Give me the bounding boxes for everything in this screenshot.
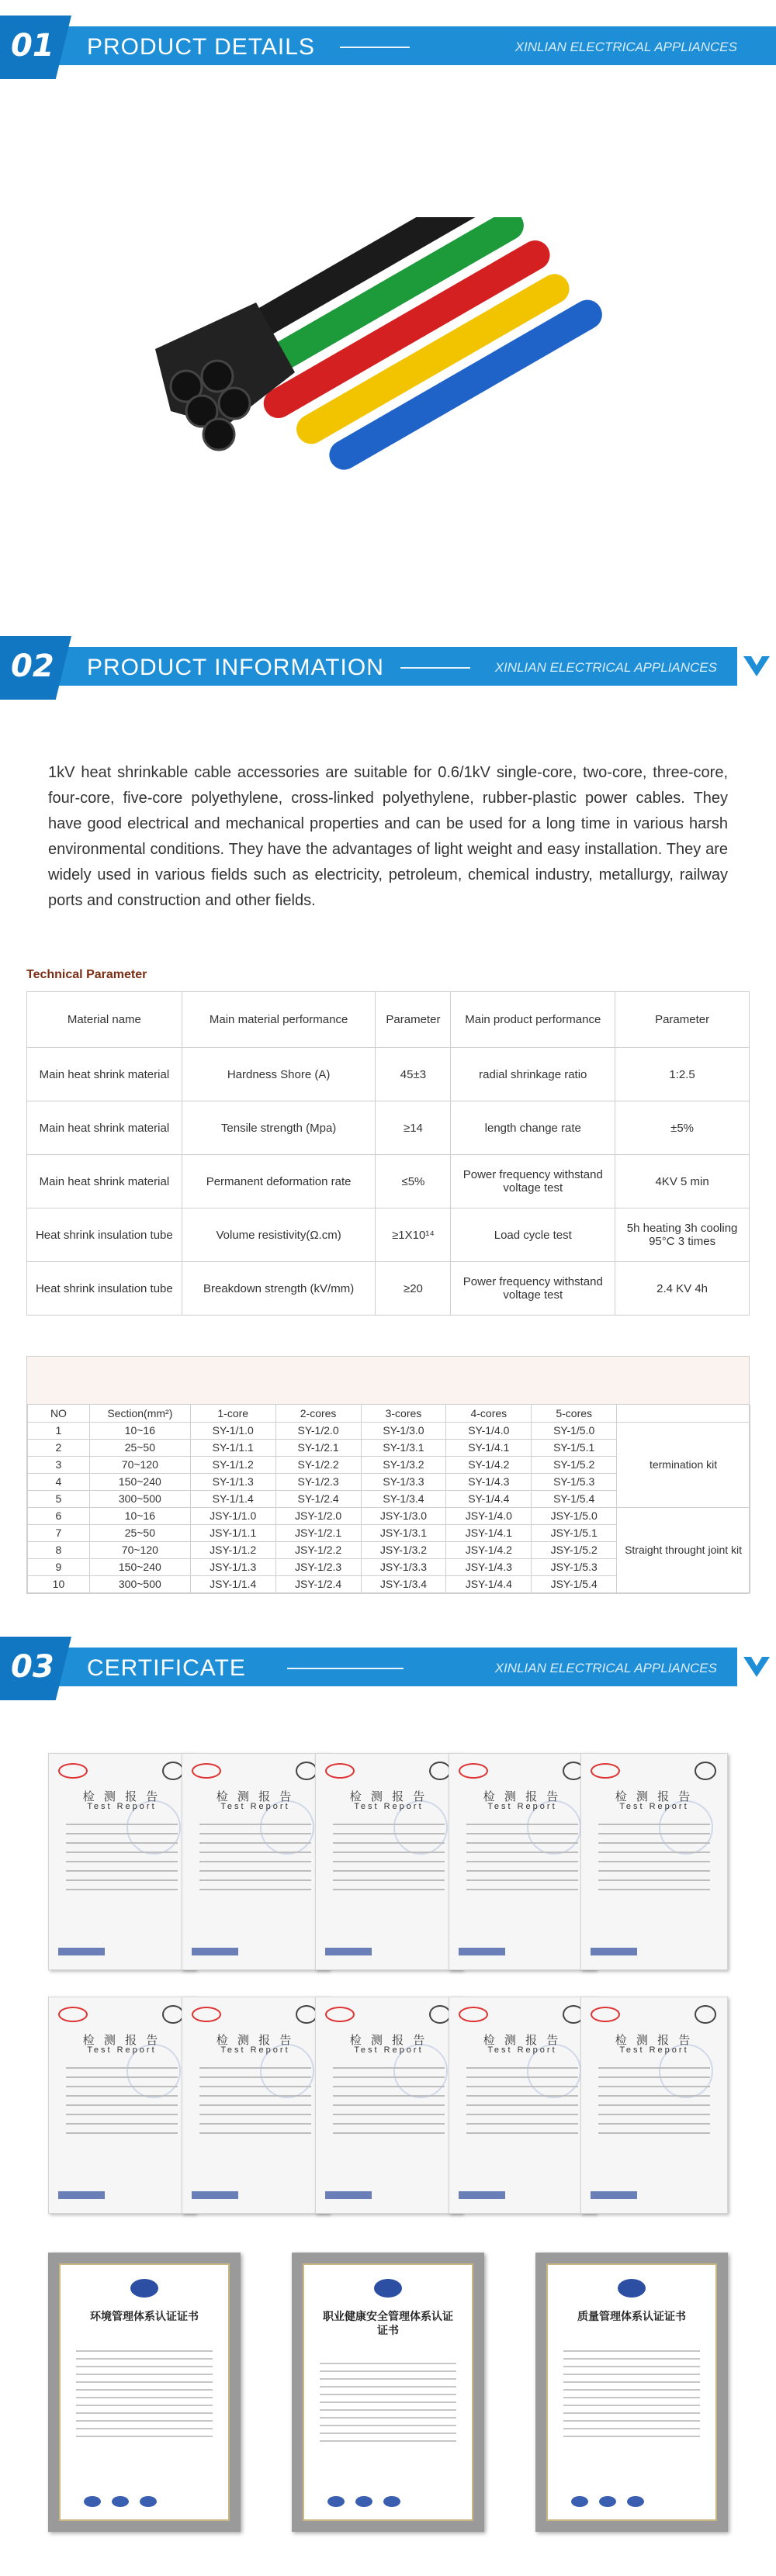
table-cell: 150~240 xyxy=(89,1558,190,1575)
table-cell: SY-1/2.3 xyxy=(275,1473,361,1490)
table-cell: 5 xyxy=(28,1490,90,1507)
table-cell: SY-1/4.3 xyxy=(446,1473,532,1490)
model-table-banner xyxy=(27,1357,749,1405)
table-header-cell xyxy=(617,1405,750,1422)
section-title: CERTIFICATE xyxy=(87,1655,246,1681)
table-row xyxy=(27,1262,750,1316)
table-cell: SY-1/2.1 xyxy=(275,1439,361,1456)
section-number: 01 xyxy=(11,28,54,64)
table-cell: JSY-1/1.1 xyxy=(190,1524,275,1541)
certificate xyxy=(48,2253,241,2532)
table-cell: Main heat shrink material xyxy=(27,1155,182,1208)
table-cell: SY-1/2.2 xyxy=(275,1456,361,1473)
product-image xyxy=(140,217,652,520)
section-subtitle: XINLIAN ELECTRICAL APPLIANCES xyxy=(514,40,737,54)
table-cell: 6 xyxy=(28,1507,90,1524)
report-title: 检 测 报 告 xyxy=(615,1790,694,1803)
report-subtitle: Test Report xyxy=(487,1802,557,1811)
table-cell: 9 xyxy=(28,1558,90,1575)
test-report xyxy=(48,1753,196,1970)
table-cell: SY-1/5.0 xyxy=(532,1422,617,1439)
table-cell: SY-1/4.0 xyxy=(446,1422,532,1439)
test-report xyxy=(48,1997,196,2214)
table-row xyxy=(27,1101,750,1155)
product-description: 1kV heat shrinkable cable accessories are suitable for 0.6/1kV single-core, two-core, three-core, four-core, five-core polyethylene, cross-linked polyethylene, rubber-plastic power cables. They have good electrical and mechanical properties and can be used for a long time in various harsh environmental conditions. They have the advantages of light weight and easy installation. They are widely used in various fields such as electricity, petroleum, chemical industry, metallurgy, railway ports and construction and other fields. xyxy=(48,764,728,909)
certificate-title: 职业健康安全管理体系认证证书 xyxy=(323,2311,453,2337)
table-cell: 2 xyxy=(28,1439,90,1456)
report-subtitle: Test Report xyxy=(87,1802,157,1811)
technical-parameter-title: Technical Parameter xyxy=(26,968,147,981)
report-subtitle: Test Report xyxy=(220,2045,290,2055)
table-cell: ≤5% xyxy=(376,1155,451,1208)
certificate-title: 环境管理体系认证证书 xyxy=(90,2311,199,2323)
table-cell: SY-1/3.2 xyxy=(361,1456,446,1473)
report-subtitle: Test Report xyxy=(220,1802,290,1811)
header-divider xyxy=(340,47,410,48)
table-cell: 4KV 5 min xyxy=(615,1155,750,1208)
table-cell: 3 xyxy=(28,1456,90,1473)
table-cell: 1 xyxy=(28,1422,90,1439)
table-cell: JSY-1/5.1 xyxy=(532,1524,617,1541)
section-number: 03 xyxy=(11,1649,54,1685)
table-cell: 2.4 KV 4h xyxy=(615,1262,750,1316)
table-header-cell: 1-core xyxy=(190,1405,275,1422)
certificate-emblem-icon xyxy=(130,2279,158,2298)
table-header-cell: Parameter xyxy=(615,992,750,1048)
table-row xyxy=(27,1048,750,1101)
table-cell: 4 xyxy=(28,1473,90,1490)
table-cell: JSY-1/3.0 xyxy=(361,1507,446,1524)
table-header-cell: 2-cores xyxy=(275,1405,361,1422)
table-cell: JSY-1/4.1 xyxy=(446,1524,532,1541)
table-cell: Heat shrink insulation tube xyxy=(27,1262,182,1316)
table-cell: SY-1/3.4 xyxy=(361,1490,446,1507)
table-cell: SY-1/4.4 xyxy=(446,1490,532,1507)
test-reports-row-2 xyxy=(48,1997,728,2214)
table-cell: SY-1/4.2 xyxy=(446,1456,532,1473)
table-cell: Heat shrink insulation tube xyxy=(27,1208,182,1262)
table-cell: SY-1/3.1 xyxy=(361,1439,446,1456)
table-cell: SY-1/1.2 xyxy=(190,1456,275,1473)
table-header-row xyxy=(27,992,750,1048)
report-title: 检 测 报 告 xyxy=(216,1790,295,1803)
table-cell: JSY-1/4.4 xyxy=(446,1575,532,1592)
report-subtitle: Test Report xyxy=(354,2045,424,2055)
certificate-title: 质量管理体系认证证书 xyxy=(577,2311,686,2323)
section-title: PRODUCT INFORMATION xyxy=(87,655,384,680)
table-cell: 10 xyxy=(28,1575,90,1592)
table-cell: Load cycle test xyxy=(451,1208,615,1262)
table-cell: JSY-1/5.3 xyxy=(532,1558,617,1575)
group-label-joint: Straight throught joint kit xyxy=(617,1507,750,1592)
table-cell: ≥1X10¹⁴ xyxy=(376,1208,451,1262)
table-cell: 5h heating 3h cooling 95°C 3 times xyxy=(615,1208,750,1262)
test-report xyxy=(182,1997,329,2214)
group-label-termination: termination kit xyxy=(617,1422,750,1507)
table-cell: JSY-1/3.1 xyxy=(361,1524,446,1541)
table-cell: SY-1/5.2 xyxy=(532,1456,617,1473)
table-header-cell: Main product performance xyxy=(451,992,615,1048)
table-header-cell: Parameter xyxy=(376,992,451,1048)
test-report xyxy=(182,1753,329,1970)
technical-parameter-table xyxy=(26,991,750,1316)
report-subtitle: Test Report xyxy=(87,2045,157,2055)
table-cell: SY-1/5.4 xyxy=(532,1490,617,1507)
table-cell: JSY-1/1.0 xyxy=(190,1507,275,1524)
table-cell: JSY-1/4.2 xyxy=(446,1541,532,1558)
table-row xyxy=(28,1507,750,1524)
header-divider xyxy=(287,1668,404,1669)
section-number: 02 xyxy=(11,648,54,684)
table-header-cell: 3-cores xyxy=(361,1405,446,1422)
table-cell: Breakdown strength (kV/mm) xyxy=(182,1262,376,1316)
table-cell: JSY-1/4.3 xyxy=(446,1558,532,1575)
table-cell: Power frequency withstand voltage test xyxy=(451,1155,615,1208)
table-cell: SY-1/2.4 xyxy=(275,1490,361,1507)
chevron-down-icon xyxy=(737,647,776,686)
table-cell: 70~120 xyxy=(89,1541,190,1558)
table-cell: 10~16 xyxy=(89,1507,190,1524)
test-report xyxy=(580,1753,728,1970)
table-cell: JSY-1/5.4 xyxy=(532,1575,617,1592)
test-report xyxy=(449,1997,596,2214)
report-title: 检 测 报 告 xyxy=(483,1790,562,1803)
table-cell: SY-1/5.1 xyxy=(532,1439,617,1456)
table-cell: SY-1/3.3 xyxy=(361,1473,446,1490)
table-header-cell: Material name xyxy=(27,992,182,1048)
table-cell: JSY-1/4.0 xyxy=(446,1507,532,1524)
table-row xyxy=(27,1208,750,1262)
table-cell: JSY-1/2.4 xyxy=(275,1575,361,1592)
table-cell: Volume resistivity(Ω.cm) xyxy=(182,1208,376,1262)
table-header-row xyxy=(28,1405,750,1422)
table-cell: 25~50 xyxy=(89,1524,190,1541)
report-subtitle: Test Report xyxy=(619,1802,689,1811)
table-cell: JSY-1/1.3 xyxy=(190,1558,275,1575)
certificates-row xyxy=(48,2253,728,2532)
table-cell: JSY-1/3.2 xyxy=(361,1541,446,1558)
report-title: 检 测 报 告 xyxy=(82,1790,161,1803)
table-cell: SY-1/4.1 xyxy=(446,1439,532,1456)
report-title: 检 测 报 告 xyxy=(483,2034,562,2047)
report-title: 检 测 报 告 xyxy=(216,2034,295,2047)
header-divider xyxy=(400,667,470,669)
table-cell: SY-1/1.3 xyxy=(190,1473,275,1490)
test-report xyxy=(580,1997,728,2214)
table-row xyxy=(28,1422,750,1439)
table-cell: JSY-1/5.2 xyxy=(532,1541,617,1558)
table-cell: 25~50 xyxy=(89,1439,190,1456)
table-cell: SY-1/1.4 xyxy=(190,1490,275,1507)
test-report xyxy=(315,1997,462,2214)
table-cell: 45±3 xyxy=(376,1048,451,1101)
test-reports-row-1 xyxy=(48,1753,728,1970)
report-subtitle: Test Report xyxy=(619,2045,689,2055)
table-cell: length change rate xyxy=(451,1101,615,1155)
report-subtitle: Test Report xyxy=(487,2045,557,2055)
table-header-cell: NO xyxy=(28,1405,90,1422)
table-cell: JSY-1/2.2 xyxy=(275,1541,361,1558)
section-title: PRODUCT DETAILS xyxy=(87,34,315,60)
table-cell: ≥14 xyxy=(376,1101,451,1155)
section-header-certificate xyxy=(0,1637,776,1700)
table-cell: Main heat shrink material xyxy=(27,1048,182,1101)
section-subtitle: XINLIAN ELECTRICAL APPLIANCES xyxy=(494,660,717,675)
test-report xyxy=(315,1753,462,1970)
table-cell: 300~500 xyxy=(89,1490,190,1507)
table-cell: JSY-1/3.3 xyxy=(361,1558,446,1575)
table-cell: Main heat shrink material xyxy=(27,1101,182,1155)
table-cell: 150~240 xyxy=(89,1473,190,1490)
certificate-emblem-icon xyxy=(618,2279,646,2298)
table-cell: Permanent deformation rate xyxy=(182,1155,376,1208)
certificate xyxy=(535,2253,728,2532)
table-cell: 1:2.5 xyxy=(615,1048,750,1101)
report-subtitle: Test Report xyxy=(354,1802,424,1811)
section-header-info xyxy=(0,636,776,700)
model-table xyxy=(26,1356,750,1594)
table-cell: JSY-1/1.2 xyxy=(190,1541,275,1558)
certificate-emblem-icon xyxy=(374,2279,402,2298)
table-cell: radial shrinkage ratio xyxy=(451,1048,615,1101)
table-cell: 8 xyxy=(28,1541,90,1558)
table-cell: 70~120 xyxy=(89,1456,190,1473)
table-cell: SY-1/1.1 xyxy=(190,1439,275,1456)
report-title: 检 测 报 告 xyxy=(349,2034,428,2047)
section-subtitle: XINLIAN ELECTRICAL APPLIANCES xyxy=(494,1661,717,1675)
table-cell: SY-1/5.3 xyxy=(532,1473,617,1490)
table-cell: JSY-1/3.4 xyxy=(361,1575,446,1592)
table-header-cell: 5-cores xyxy=(532,1405,617,1422)
report-title: 检 测 报 告 xyxy=(349,1790,428,1803)
certificate xyxy=(292,2253,484,2532)
table-cell: 10~16 xyxy=(89,1422,190,1439)
chevron-down-icon xyxy=(737,1648,776,1686)
table-cell: JSY-1/2.0 xyxy=(275,1507,361,1524)
table-cell: SY-1/3.0 xyxy=(361,1422,446,1439)
table-cell: SY-1/2.0 xyxy=(275,1422,361,1439)
test-report xyxy=(449,1753,596,1970)
table-cell: SY-1/1.0 xyxy=(190,1422,275,1439)
table-cell: ±5% xyxy=(615,1101,750,1155)
table-cell: 7 xyxy=(28,1524,90,1541)
table-cell: JSY-1/2.3 xyxy=(275,1558,361,1575)
model-table-grid xyxy=(27,1405,750,1593)
table-cell: Hardness Shore (A) xyxy=(182,1048,376,1101)
table-cell: Tensile strength (Mpa) xyxy=(182,1101,376,1155)
report-title: 检 测 报 告 xyxy=(615,2034,694,2047)
table-header-cell: 4-cores xyxy=(446,1405,532,1422)
table-row xyxy=(27,1155,750,1208)
table-header-cell: Section(mm²) xyxy=(89,1405,190,1422)
table-cell: 300~500 xyxy=(89,1575,190,1592)
table-cell: JSY-1/2.1 xyxy=(275,1524,361,1541)
table-header-cell: Main material performance xyxy=(182,992,376,1048)
table-cell: JSY-1/1.4 xyxy=(190,1575,275,1592)
report-title: 检 测 报 告 xyxy=(82,2034,161,2047)
table-cell: ≥20 xyxy=(376,1262,451,1316)
table-cell: JSY-1/5.0 xyxy=(532,1507,617,1524)
table-cell: Power frequency withstand voltage test xyxy=(451,1262,615,1316)
section-header-details xyxy=(0,16,776,79)
